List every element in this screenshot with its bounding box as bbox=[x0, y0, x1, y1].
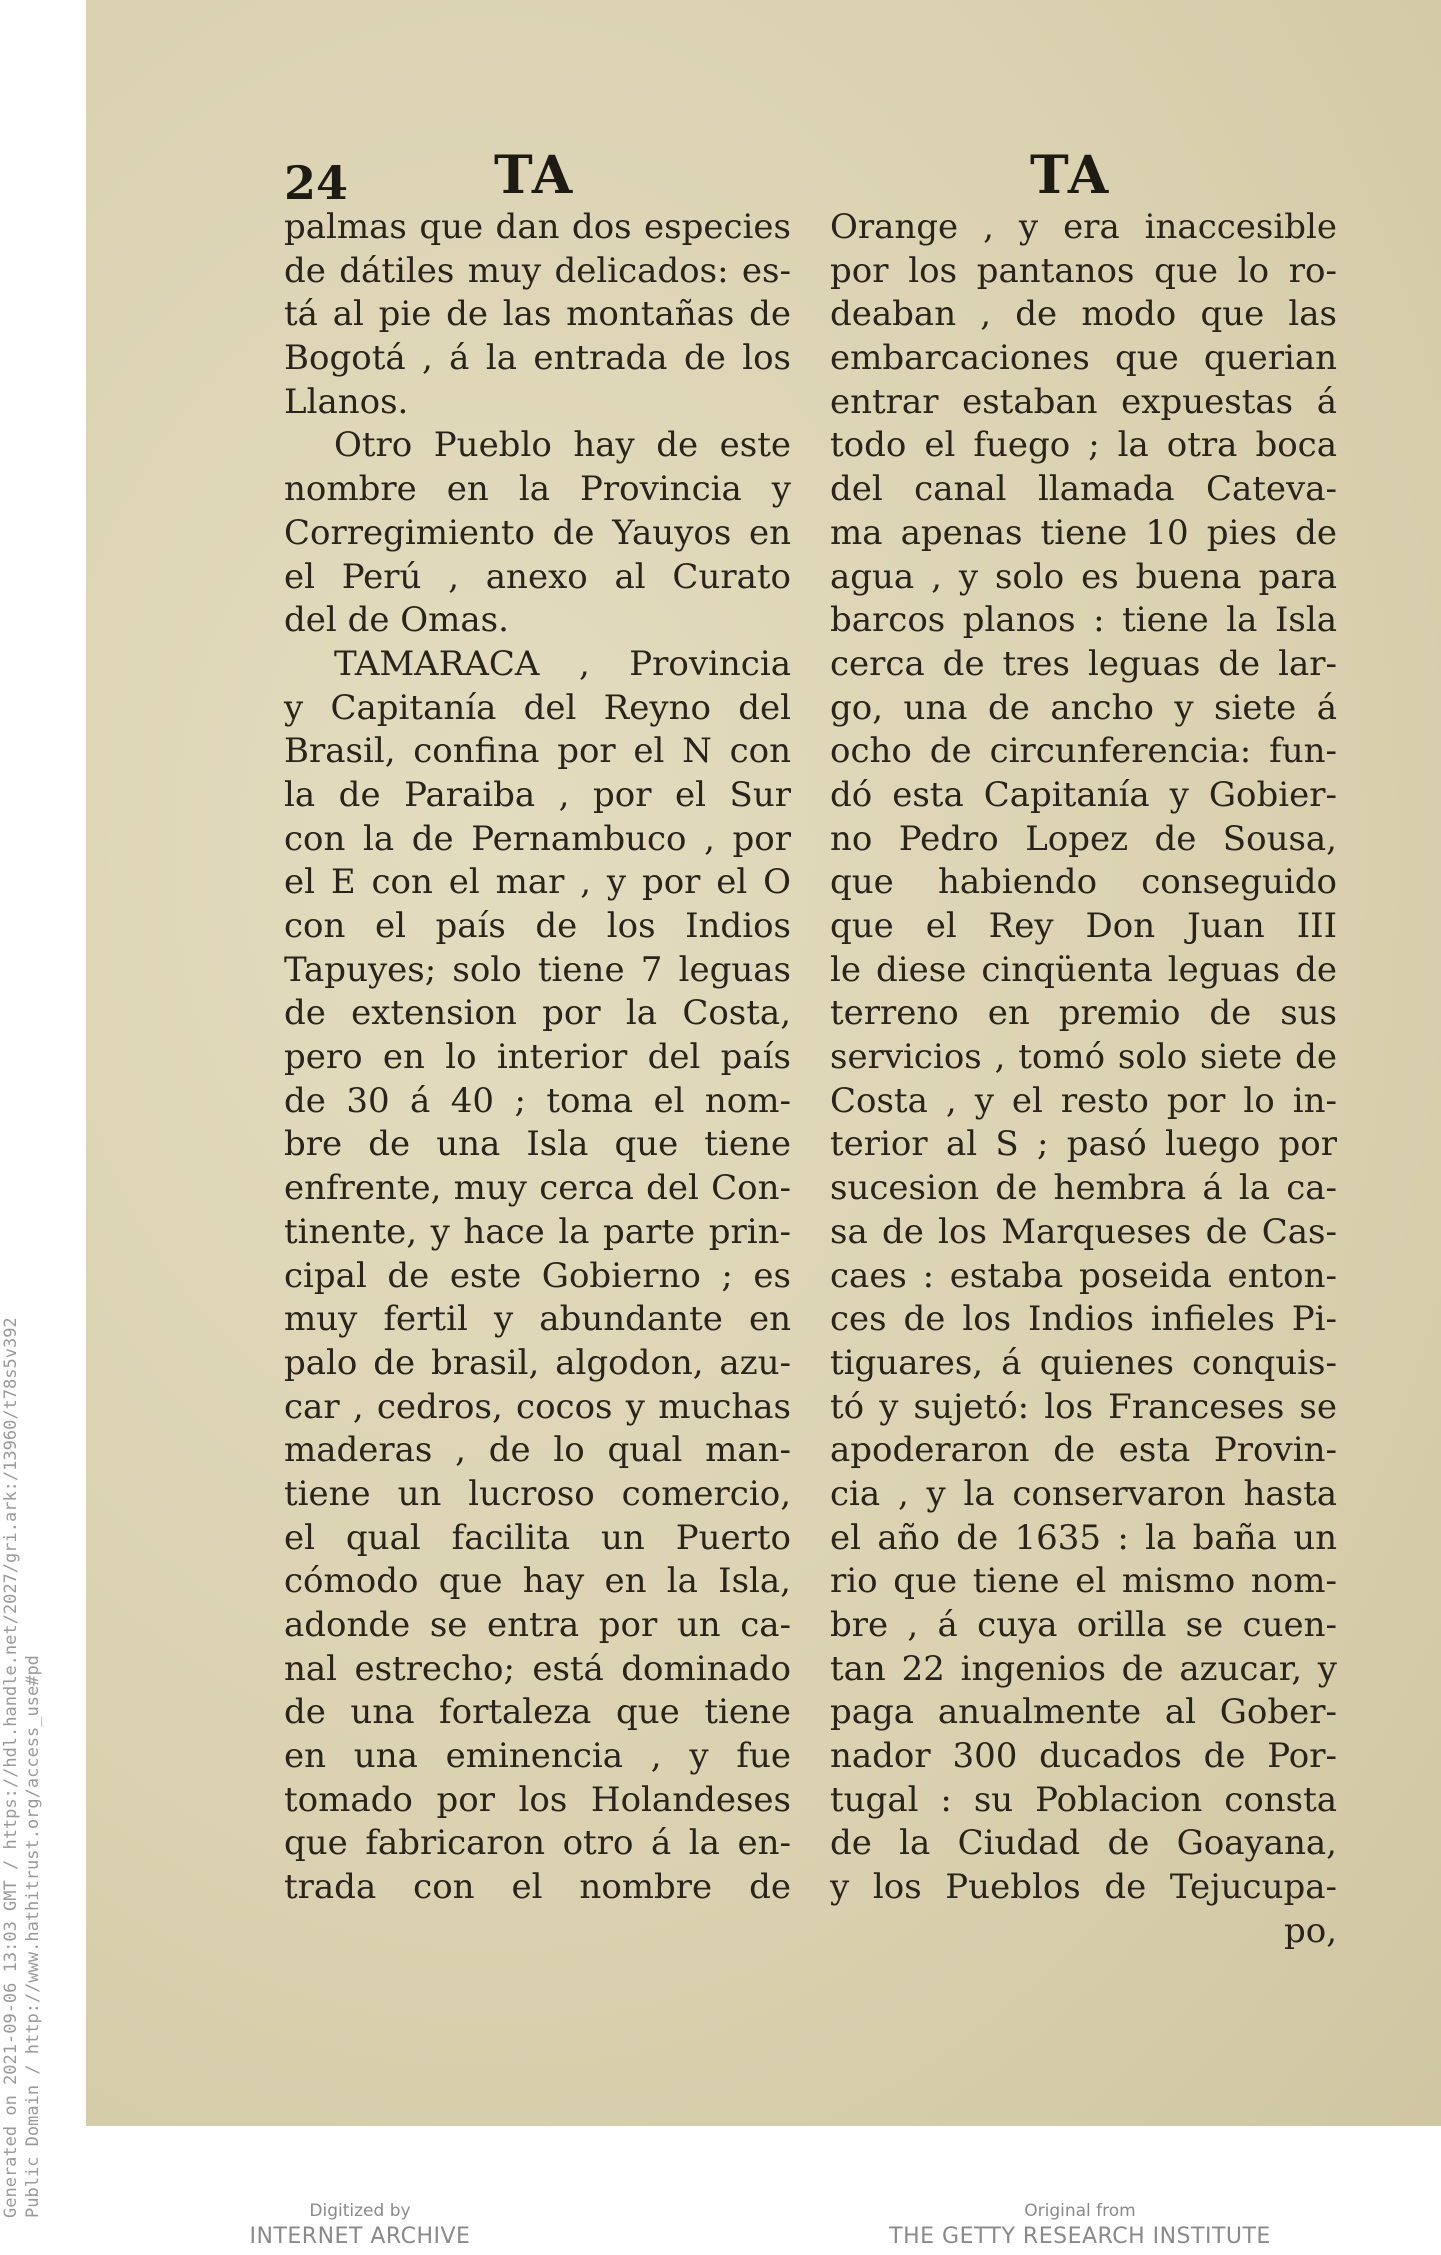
text-line: del de Omas. bbox=[284, 600, 509, 641]
text-line: tomado por los Holandeses bbox=[284, 1779, 791, 1820]
license-notice-line: Public Domain / http://www.hathitrust.org/access_use#pd bbox=[23, 1655, 43, 2218]
text-line: cia , y la conservaron hasta bbox=[830, 1473, 1337, 1514]
text-line: trada con el nombre de bbox=[284, 1867, 791, 1908]
right-running-head: TA bbox=[1030, 145, 1111, 206]
text-line: agua , y solo es buena para bbox=[830, 556, 1337, 597]
text-line: muy fertil y abundante en bbox=[284, 1299, 791, 1340]
text-line: dó esta Capitanía y Gobier- bbox=[830, 774, 1337, 815]
text-line: sa de los Marqueses de Cas- bbox=[830, 1211, 1337, 1252]
generation-notice-line: Generated on 2021-09-06 13:03 GMT / https://hdl.handle.net/2027/gri.ark:/13960/t78s5v392 bbox=[1, 1317, 21, 2218]
text-line: tó y sujetó: los Franceses se bbox=[830, 1386, 1337, 1427]
text-line: terreno en premio de sus bbox=[830, 993, 1337, 1034]
text-line: caes : estaba poseida enton- bbox=[830, 1255, 1337, 1296]
digitized-by-label: Digitized by bbox=[309, 2201, 411, 2221]
text-line: TAMARACA , Provincia bbox=[334, 643, 791, 684]
text-line: el año de 1635 : la baña un bbox=[830, 1517, 1337, 1558]
text-line: todo el fuego ; la otra boca bbox=[830, 425, 1337, 466]
text-line: cipal de este Gobierno ; es bbox=[284, 1255, 791, 1296]
text-line: pero en lo interior del país bbox=[284, 1037, 791, 1078]
left-running-head: TA bbox=[494, 145, 575, 206]
text-line: nador 300 ducados de Por- bbox=[830, 1736, 1337, 1777]
text-line: adonde se entra por un ca- bbox=[284, 1605, 791, 1645]
text-line: la de Paraiba , por el Sur bbox=[284, 774, 791, 815]
digitized-by-credit bbox=[160, 2200, 560, 2252]
text-line: cómodo que hay en la Isla, bbox=[284, 1561, 791, 1602]
text-line: cerca de tres leguas de lar- bbox=[830, 643, 1337, 684]
text-line: servicios , tomó solo siete de bbox=[830, 1037, 1337, 1078]
text-line: tá al pie de las montañas de bbox=[284, 294, 791, 335]
text-line: y Capitanía del Reyno del bbox=[284, 687, 791, 728]
page-number: 24 bbox=[284, 156, 349, 210]
text-line: de extension por la Costa, bbox=[284, 993, 791, 1034]
text-line: Costa , y el resto por lo in- bbox=[830, 1080, 1337, 1121]
text-line: el Perú , anexo al Curato bbox=[284, 556, 791, 597]
text-line: y los Pueblos de Tejucupa- bbox=[830, 1867, 1337, 1908]
text-line: tiene un lucroso comercio, bbox=[284, 1473, 791, 1514]
text-line: que habiendo conseguido bbox=[830, 862, 1337, 903]
text-line: po, bbox=[1283, 1910, 1337, 1951]
text-line: que el Rey Don Juan III bbox=[830, 906, 1337, 946]
text-line: ces de los Indios infieles Pi- bbox=[830, 1299, 1337, 1340]
original-from-label: Original from bbox=[1024, 2201, 1136, 2221]
text-line: Bogotá , á la entrada de los bbox=[284, 338, 791, 379]
text-line: tugal : su Poblacion consta bbox=[830, 1779, 1337, 1820]
text-line: Brasil, confina por el N con bbox=[284, 731, 791, 772]
original-from-credit bbox=[840, 2200, 1320, 2252]
text-line: entrar estaban expuestas á bbox=[830, 381, 1337, 422]
text-line: deaban , de modo que las bbox=[830, 294, 1337, 335]
text-line: terior al S ; pasó luego por bbox=[830, 1124, 1337, 1165]
text-line: sucesion de hembra á la ca- bbox=[830, 1168, 1337, 1209]
text-line: nal estrecho; está dominado bbox=[284, 1648, 791, 1689]
text-line: go, una de ancho y siete á bbox=[830, 687, 1337, 728]
generation-notice bbox=[0, 1088, 44, 2218]
text-line: el E con el mar , y por el O bbox=[284, 862, 791, 903]
text-line: bre de una Isla que tiene bbox=[284, 1124, 791, 1165]
text-line: en una eminencia , y fue bbox=[284, 1736, 791, 1777]
text-line: palo de brasil, algodon, azu- bbox=[284, 1342, 791, 1383]
text-line: maderas , de lo qual man- bbox=[284, 1430, 791, 1471]
internet-archive-label: INTERNET ARCHIVE bbox=[249, 2224, 471, 2249]
text-line: embarcaciones que querian bbox=[830, 338, 1337, 379]
text-line: tan 22 ingenios de azucar, y bbox=[830, 1648, 1337, 1689]
text-line: tinente, y hace la parte prin- bbox=[284, 1211, 791, 1252]
text-line: enfrente, muy cerca del Con- bbox=[284, 1168, 791, 1209]
text-line: bre , á cuya orilla se cuen- bbox=[830, 1605, 1337, 1645]
text-line: por los pantanos que lo ro- bbox=[830, 250, 1337, 291]
text-line: que fabricaron otro á la en- bbox=[284, 1823, 791, 1864]
text-line: de 30 á 40 ; toma el nom- bbox=[284, 1080, 791, 1121]
text-line: Otro Pueblo hay de este bbox=[334, 425, 791, 466]
text-line: Corregimiento de Yauyos en bbox=[284, 512, 791, 553]
text-line: no Pedro Lopez de Sousa, bbox=[830, 818, 1337, 859]
text-line: apoderaron de esta Provin- bbox=[830, 1430, 1337, 1471]
text-line: de dátiles muy delicados: es- bbox=[284, 250, 791, 291]
text-line: el qual facilita un Puerto bbox=[284, 1517, 791, 1558]
text-line: Llanos. bbox=[284, 381, 409, 422]
text-line: rio que tiene el mismo nom- bbox=[830, 1561, 1337, 1602]
text-line: con el país de los Indios bbox=[284, 906, 791, 946]
text-line: le diese cinqüenta leguas de bbox=[830, 949, 1337, 990]
text-line: car , cedros, cocos y muchas bbox=[284, 1386, 791, 1427]
text-line: palmas que dan dos especies bbox=[284, 207, 791, 247]
text-line: ma apenas tiene 10 pies de bbox=[830, 512, 1337, 553]
right-text-column bbox=[830, 206, 1337, 1954]
page-header bbox=[0, 140, 1441, 210]
text-line: tiguares, á quienes conquis- bbox=[830, 1342, 1337, 1383]
text-line: Tapuyes; solo tiene 7 leguas bbox=[284, 949, 791, 990]
text-line: paga anualmente al Gober- bbox=[830, 1692, 1337, 1733]
getty-institute-label: THE GETTY RESEARCH INSTITUTE bbox=[889, 2224, 1271, 2249]
text-line: con la de Pernambuco , por bbox=[284, 818, 791, 859]
left-text-column bbox=[284, 206, 791, 1910]
text-line: Orange , y era inaccesible bbox=[830, 207, 1337, 247]
text-line: de una fortaleza que tiene bbox=[284, 1692, 791, 1733]
text-line: ocho de circunferencia: fun- bbox=[830, 731, 1337, 772]
text-line: nombre en la Provincia y bbox=[284, 469, 791, 510]
text-line: barcos planos : tiene la Isla bbox=[830, 600, 1337, 641]
text-line: de la Ciudad de Goayana, bbox=[830, 1823, 1337, 1864]
text-line: del canal llamada Cateva- bbox=[830, 469, 1337, 510]
